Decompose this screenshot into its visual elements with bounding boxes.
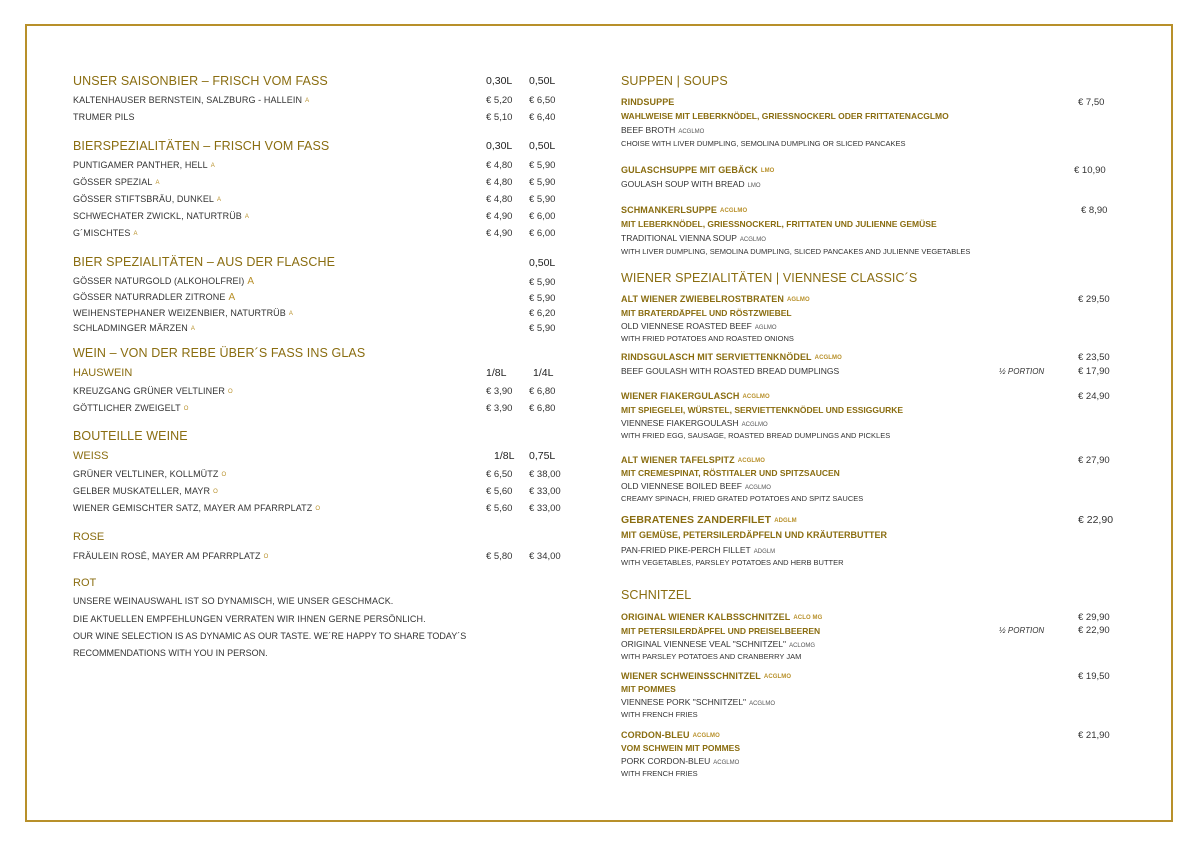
col-header-050: 0,50L	[529, 257, 556, 269]
price-large: € 6,00	[529, 211, 556, 222]
col-header-050: 0,50L	[529, 140, 556, 152]
dish-name-de: RINDSUPPE	[621, 97, 675, 107]
menu-item-name: GRÜNER VELTLINER, KOLLMÜTZ O	[73, 469, 227, 479]
dish-name-en: GOULASH SOUP WITH BREAD LMO	[621, 179, 761, 189]
price-large: € 5,90	[529, 194, 556, 205]
col-header-18l: 1/8L	[494, 450, 515, 462]
price-large: € 5,90	[529, 160, 556, 171]
menu-item-name: KREUZGANG GRÜNER VELTLINER O	[73, 386, 233, 396]
subsection-rot: ROT	[73, 577, 97, 589]
dish-sub-de: MIT POMMES	[621, 684, 676, 694]
dish-name-en: PAN-FRIED PIKE-PERCH FILLET ADGLM	[621, 545, 776, 555]
section-title-wein: WEIN – VON DER REBE ÜBER´S FASS INS GLAS	[73, 346, 366, 360]
half-portion-label: ½ PORTION	[999, 367, 1045, 376]
dish-name-en: TRADITIONAL VIENNA SOUP ACGLMO	[621, 233, 766, 243]
dish-price: € 27,90	[1078, 455, 1110, 466]
price-large: € 34,00	[529, 551, 561, 562]
dish-price: € 21,90	[1078, 730, 1110, 741]
dish-name-de: ALT WIENER TAFELSPITZ ACGLMO	[621, 455, 766, 465]
section-title-bierspezial-fass: BIERSPEZIALITÄTEN – FRISCH VOM FASS	[73, 139, 330, 153]
dish-sub-de: MIT SPIEGELEI, WÜRSTEL, SERVIETTENKNÖDEL UND ESSIGGURKE	[621, 405, 904, 415]
menu-item-name: GÖSSER NATURRADLER ZITRONE A	[73, 292, 236, 303]
price-small: € 4,80	[486, 177, 513, 188]
col-header-18l: 1/8L	[486, 367, 507, 379]
dish-name-en: VIENNESE PORK "SCHNITZEL" ACGLMO	[621, 697, 776, 707]
dish-sub-en: CHOISE WITH LIVER DUMPLING, SEMOLINA DUMPLING OR SLICED PANCAKES	[621, 139, 906, 148]
dish-price: € 23,50	[1078, 352, 1110, 363]
section-title-bier-flasche: BIER SPEZIALITÄTEN – AUS DER FLASCHE	[73, 255, 336, 269]
section-title-bouteille: BOUTEILLE WEINE	[73, 429, 188, 443]
price-large: € 6,80	[529, 386, 556, 397]
price-small: € 4,90	[486, 211, 513, 222]
half-portion-label: ½ PORTION	[999, 626, 1045, 635]
dish-name-de: WIENER FIAKERGULASCH ACGLMO	[621, 391, 770, 401]
dish-name-en: PORK CORDON-BLEU ACGLMO	[621, 756, 740, 766]
price-large: € 6,00	[529, 228, 556, 239]
price-large: € 38,00	[529, 469, 561, 480]
price-small: € 3,90	[486, 386, 513, 397]
dish-sub-de: WAHLWEISE MIT LEBERKNÖDEL, GRIESSNOCKERL ODER FRITTATENACGLMO	[621, 111, 949, 121]
dish-name-en: BEEF BROTH ACGLMO	[621, 125, 705, 135]
dish-name-en: BEEF GOULASH WITH ROASTED BREAD DUMPLINGS	[621, 366, 840, 376]
dish-sub-de: MIT CREMESPINAT, RÖSTITALER UND SPITZSAUCEN	[621, 468, 840, 478]
price-small: € 6,50	[486, 469, 513, 480]
dish-name-de: GEBRATENES ZANDERFILET ADGLM	[621, 514, 797, 526]
dish-sub-en: CREAMY SPINACH, FRIED GRATED POTATOES AND SPITZ SAUCES	[621, 494, 864, 503]
dish-name-en: OLD VIENNESE ROASTED BEEF AGLMO	[621, 321, 777, 331]
col-header-075l: 0,75L	[529, 450, 556, 462]
dish-name-de: RINDSGULASCH MIT SERVIETTENKNÖDEL ACGLMO	[621, 352, 842, 362]
col-header-030: 0,30L	[486, 75, 513, 87]
section-title-schnitzel: SCHNITZEL	[621, 588, 692, 602]
menu-item-name: GELBER MUSKATELLER, MAYR O	[73, 486, 218, 496]
price-small: € 5,60	[486, 503, 513, 514]
price-large: € 6,50	[529, 95, 556, 106]
menu-item-name: GÖSSER STIFTSBRÄU, DUNKEL A	[73, 194, 222, 204]
price-large: € 6,40	[529, 112, 556, 123]
price-small: € 4,90	[486, 228, 513, 239]
col-header-050: 0,50L	[529, 75, 556, 87]
col-header-14l: 1/4L	[533, 367, 554, 379]
menu-item-name: SCHWECHATER ZWICKL, NATURTRÜB A	[73, 211, 250, 221]
menu-item-name: WIENER GEMISCHTER SATZ, MAYER AM PFARRPLATZ O	[73, 503, 321, 513]
dish-price: € 29,90	[1078, 612, 1110, 623]
price-large: € 5,90	[529, 293, 556, 304]
price-large: € 6,20	[529, 308, 556, 319]
dish-price: € 19,50	[1078, 671, 1110, 682]
dish-price-half: € 22,90	[1078, 625, 1110, 636]
dish-name-en: ORIGINAL VIENNESE VEAL "SCHNITZEL" ACLOMG	[621, 639, 816, 649]
subsection-hauswein: HAUSWEIN	[73, 367, 133, 379]
subsection-weiss: WEISS	[73, 450, 109, 462]
price-large: € 6,80	[529, 403, 556, 414]
wine-note-en: OUR WINE SELECTION IS AS DYNAMIC AS OUR TASTE. WE´RE HAPPY TO SHARE TODAY´S RECOMMENDATIONS WITH YOU IN PERSON.	[73, 631, 467, 658]
dish-sub-en: WITH FRENCH FRIES	[621, 710, 698, 719]
dish-name-de: SCHMANKERLSUPPE ACGLMO	[621, 205, 748, 215]
dish-sub-de: MIT GEMÜSE, PETERSILERDÄPFELN UND KRÄUTERBUTTER	[621, 530, 888, 540]
menu-item-name: GÖTTLICHER ZWEIGELT O	[73, 403, 189, 413]
wine-note-de-1: UNSERE WEINAUSWAHL IST SO DYNAMISCH, WIE UNSER GESCHMACK.	[73, 596, 394, 606]
menu-item-name: SCHLADMINGER MÄRZEN A	[73, 323, 196, 333]
dish-name-de: CORDON-BLEU ACGLMO	[621, 730, 720, 740]
dish-price: € 29,50	[1078, 294, 1110, 305]
dish-sub-de: MIT BRATERDÄPFEL UND RÖSTZWIEBEL	[621, 308, 792, 318]
price-small: € 5,10	[486, 112, 513, 123]
dish-sub-en: WITH VEGETABLES, PARSLEY POTATOES AND HERB BUTTER	[621, 558, 844, 567]
menu-item-name: FRÄULEIN ROSÉ, MAYER AM PFARRPLATZ O	[73, 551, 269, 561]
price-large: € 5,90	[529, 323, 556, 334]
price-small: € 4,80	[486, 160, 513, 171]
dish-name-de: GULASCHSUPPE MIT GEBÄCK LMO	[621, 165, 775, 175]
dish-name-de: ALT WIENER ZWIEBELROSTBRATEN AGLMO	[621, 294, 810, 304]
price-small: € 5,20	[486, 95, 513, 106]
menu-item-name: WEIHENSTEPHANER WEIZENBIER, NATURTRÜB A	[73, 308, 293, 318]
dish-name-de: ORIGINAL WIENER KALBSSCHNITZEL ACLO MG	[621, 612, 823, 622]
section-title-suppen: SUPPEN | SOUPS	[621, 74, 728, 88]
price-small: € 5,80	[486, 551, 513, 562]
dish-sub-en: WITH PARSLEY POTATOES AND CRANBERRY JAM	[621, 652, 802, 661]
dish-price: € 22,90	[1078, 514, 1114, 526]
dish-sub-en: WITH FRENCH FRIES	[621, 769, 698, 778]
dish-price: € 7,50	[1078, 97, 1105, 108]
dish-name-en: OLD VIENNESE BOILED BEEF ACGLMO	[621, 481, 771, 491]
price-large: € 5,90	[529, 277, 556, 288]
menu-item-name: PUNTIGAMER PANTHER, HELL A	[73, 160, 215, 170]
price-large: € 33,00	[529, 503, 561, 514]
dish-sub-en: WITH FRIED EGG, SAUSAGE, ROASTED BREAD DUMPLINGS AND PICKLES	[621, 431, 891, 440]
dish-price: € 24,90	[1078, 391, 1110, 402]
menu-item-name: KALTENHAUSER BERNSTEIN, SALZBURG - HALLEIN A	[73, 95, 310, 105]
dish-sub-en: WITH LIVER DUMPLING, SEMOLINA DUMPLING, SLICED PANCAKES AND JULIENNE VEGETABLES	[621, 247, 971, 256]
dish-sub-en: WITH FRIED POTATOES AND ROASTED ONIONS	[621, 334, 794, 343]
dish-sub-de: MIT LEBERKNÖDEL, GRIESSNOCKERL, FRITTATEN UND JULIENNE GEMÜSE	[621, 219, 937, 229]
section-title-wiener: WIENER SPEZIALITÄTEN | VIENNESE CLASSIC´S	[621, 271, 918, 285]
wine-note-de-2: DIE AKTUELLEN EMPFEHLUNGEN VERRATEN WIR IHNEN GERNE PERSÖNLICH.	[73, 614, 426, 624]
dish-price: € 8,90	[1081, 205, 1108, 216]
menu-item-name: G´MISCHTES A	[73, 228, 138, 238]
dish-name-en: VIENNESE FIAKERGOULASH ACGLMO	[621, 418, 768, 428]
menu-item-name: TRUMER PILS	[73, 112, 135, 122]
section-title-saisonbier: UNSER SAISONBIER – FRISCH VOM FASS	[73, 74, 328, 88]
price-large: € 5,90	[529, 177, 556, 188]
price-small: € 5,60	[486, 486, 513, 497]
menu-item-name: GÖSSER NATURGOLD (ALKOHOLFREI) A	[73, 276, 255, 287]
menu-item-name: GÖSSER SPEZIAL A	[73, 177, 160, 187]
dish-price: € 10,90	[1074, 165, 1106, 176]
dish-sub-de: VOM SCHWEIN MIT POMMES	[621, 743, 740, 753]
dish-name-de: WIENER SCHWEINSSCHNITZEL ACGLMO	[621, 671, 792, 681]
subsection-rose: ROSE	[73, 531, 105, 543]
price-large: € 33,00	[529, 486, 561, 497]
dish-price-half: € 17,90	[1078, 366, 1110, 377]
price-small: € 3,90	[486, 403, 513, 414]
dish-sub-de: MIT PETERSILERDÄPFEL UND PREISELBEEREN	[621, 626, 821, 636]
price-small: € 4,80	[486, 194, 513, 205]
col-header-030: 0,30L	[486, 140, 513, 152]
